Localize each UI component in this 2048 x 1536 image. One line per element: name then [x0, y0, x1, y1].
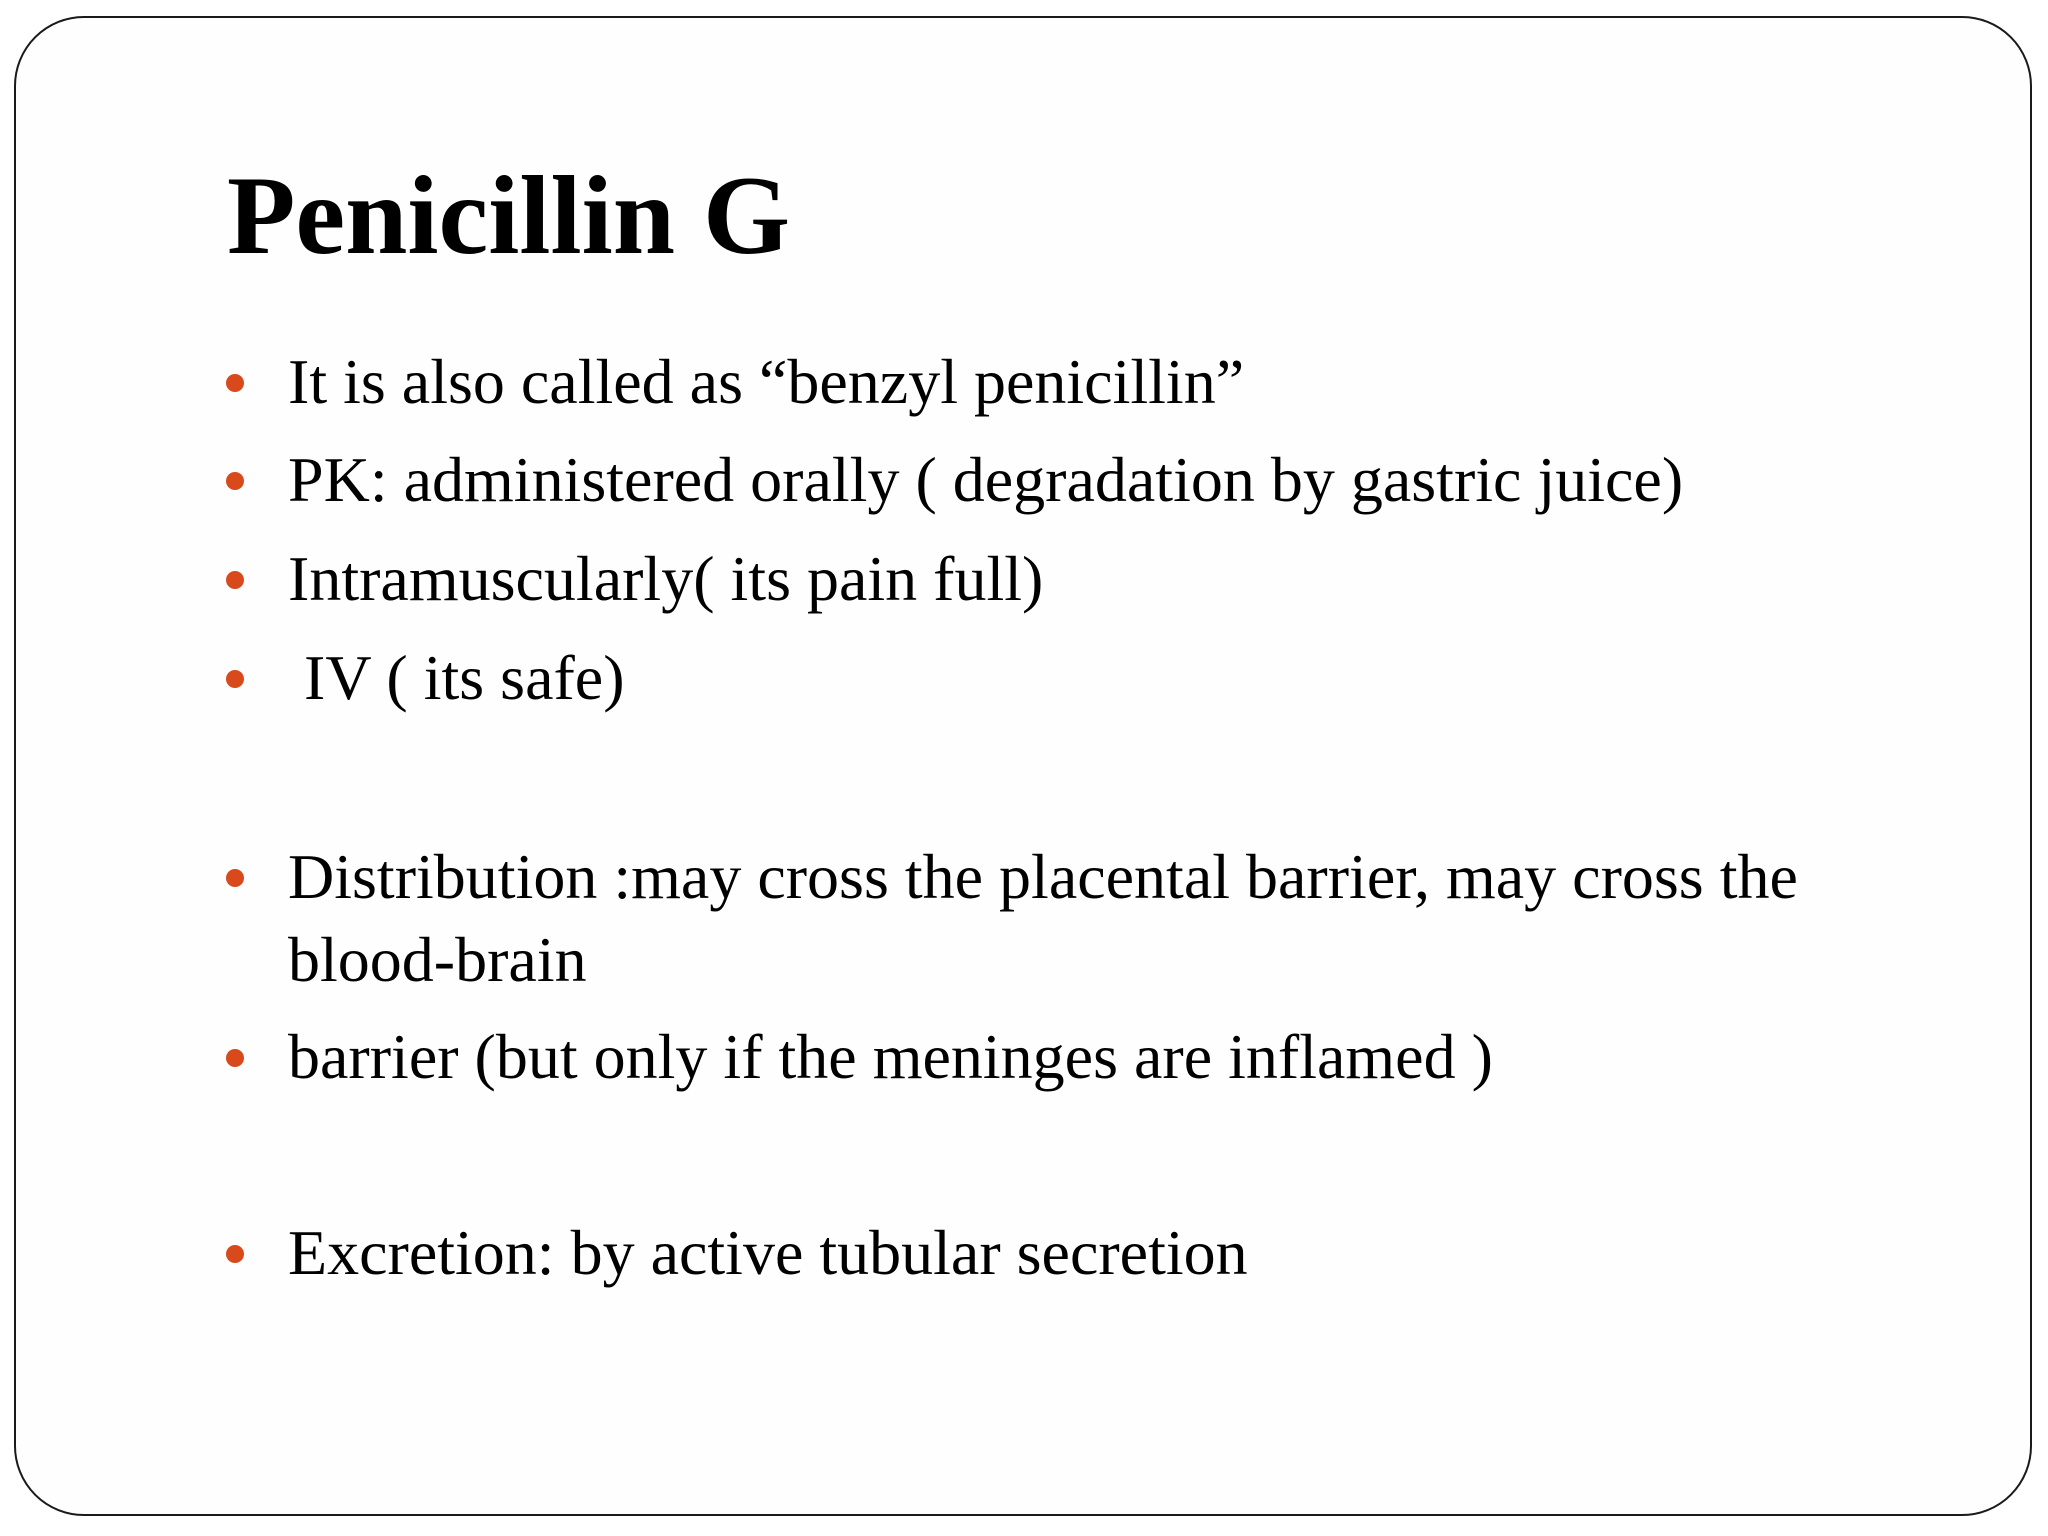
bullet-item	[226, 438, 1926, 521]
bullet-text: barrier (but only if the meninges are inflamed )	[288, 1021, 1493, 1092]
bullet-text: Excretion: by active tubular secretion	[288, 1217, 1248, 1288]
bullet-dot-icon	[226, 472, 244, 490]
bullet-item	[226, 537, 1926, 620]
bullet-dot-icon	[226, 1049, 244, 1067]
bullet-text: Distribution :may cross the placental barrier, may cross the blood-brain	[288, 841, 1814, 995]
bullet-text: Intramuscularly( its pain full)	[288, 543, 1044, 614]
bullet-dot-icon	[226, 374, 244, 392]
bullet-item	[226, 340, 1926, 423]
bullet-item	[226, 1211, 1926, 1294]
bullet-text: IV ( its safe)	[288, 642, 625, 713]
bullet-item	[226, 835, 1926, 1001]
bullet-text: It is also called as “benzyl penicillin”	[288, 346, 1245, 417]
bullet-item	[226, 1015, 1926, 1098]
bullet-dot-icon	[226, 670, 244, 688]
bullet-item	[226, 636, 1926, 719]
bullet-text: PK: administered orally ( degradation by gastric juice)	[288, 444, 1684, 515]
bullet-dot-icon	[226, 869, 244, 887]
bullet-dot-icon	[226, 571, 244, 589]
bullet-dot-icon	[226, 1245, 244, 1263]
slide-title: Penicillin G	[227, 154, 791, 278]
